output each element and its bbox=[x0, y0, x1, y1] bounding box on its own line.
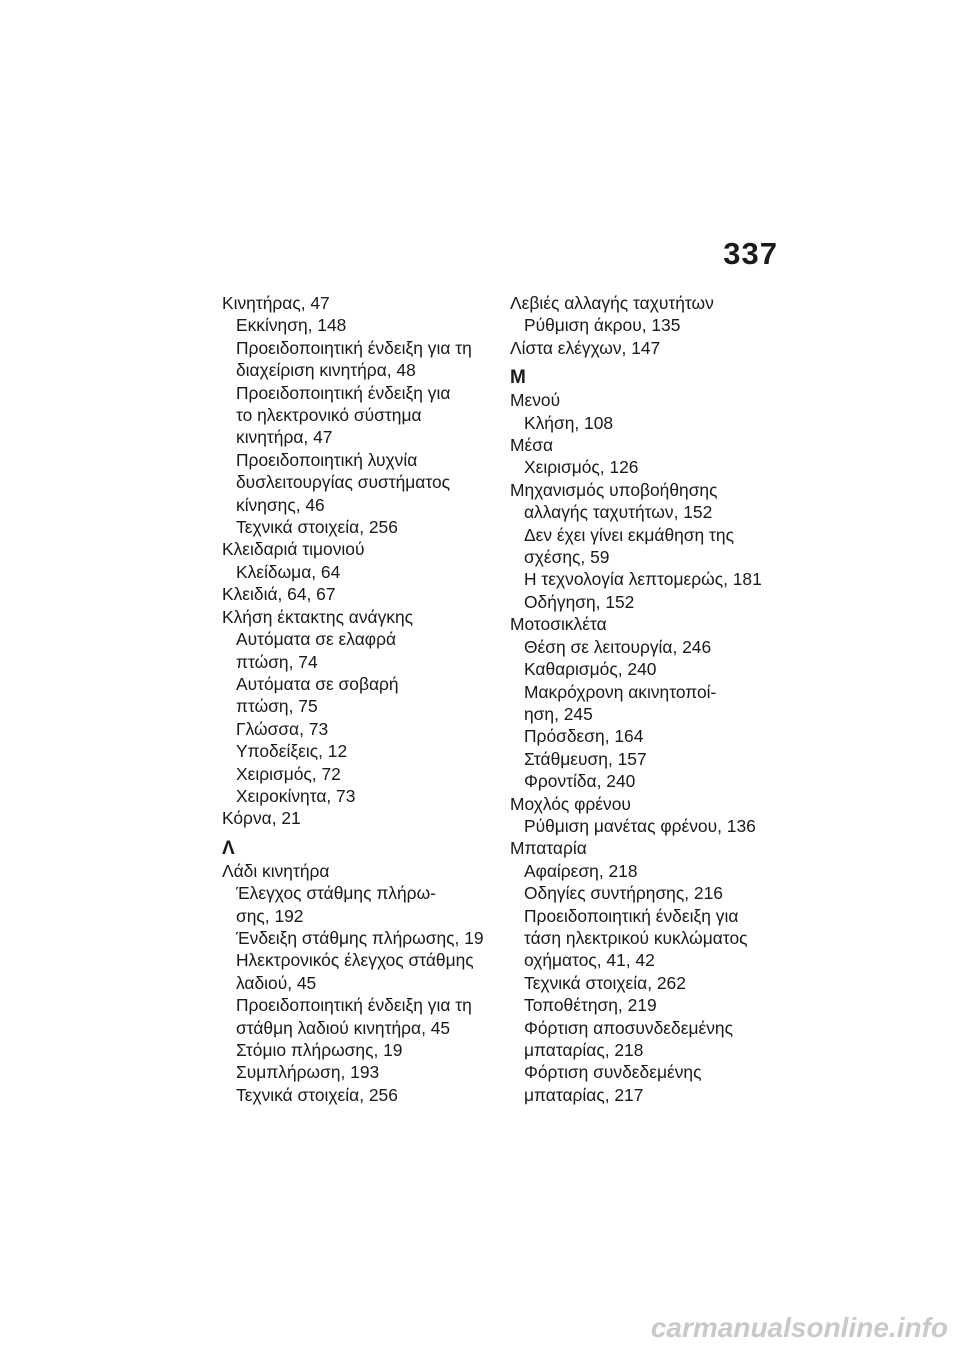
index-subentry: Καθαρισμός, 240 bbox=[524, 659, 657, 680]
index-subentry: Κλήση, 108 bbox=[524, 412, 614, 433]
index-subentry: Φόρτιση συνδεδεμένης bbox=[524, 1062, 702, 1083]
index-subentry: το ηλεκτρονικό σύστημα bbox=[236, 405, 422, 426]
section-letter: Λ bbox=[222, 837, 235, 859]
index-subentry: Στόμιο πλήρωσης, 19 bbox=[236, 1040, 403, 1060]
index-subentry: Χειρισμός, 72 bbox=[236, 763, 341, 784]
index-subentry: Δεν έχει γίνει εκμάθηση της bbox=[524, 524, 734, 545]
index-subentry: Τοποθέτηση, 219 bbox=[524, 995, 657, 1016]
page-number: 337 bbox=[723, 236, 778, 271]
index-entry: Μενού bbox=[510, 390, 561, 411]
index-subentry: Εκκίνηση, 148 bbox=[236, 315, 347, 336]
index-subentry: Αφαίρεση, 218 bbox=[524, 860, 638, 881]
index-subentry: μπαταρίας, 218 bbox=[524, 1040, 644, 1060]
index-column-right bbox=[510, 292, 782, 1106]
index-entry: Λεβιές αλλαγής ταχυτήτων bbox=[510, 293, 714, 313]
index-subentry: Χειρισμός, 126 bbox=[524, 457, 639, 478]
index-column-left bbox=[222, 292, 494, 1106]
index-subentry: Υποδείξεις, 12 bbox=[236, 741, 348, 762]
index-subentry: Προειδοποιητική ένδειξη για τη bbox=[236, 995, 472, 1016]
index-subentry: Ένδειξη στάθμης πλήρωσης, 19 bbox=[236, 927, 484, 948]
index-entry: Μοτοσικλέτα bbox=[510, 614, 607, 635]
section-letter: Μ bbox=[510, 367, 526, 389]
index-subentry: Οδηγίες συντήρησης, 216 bbox=[524, 883, 723, 904]
index-subentry: αλλαγής ταχυτήτων, 152 bbox=[524, 502, 713, 523]
index-subentry: Στάθμευση, 157 bbox=[524, 748, 647, 769]
index-subentry: Θέση σε λειτουργία, 246 bbox=[524, 636, 712, 657]
index-subentry: Προειδοποιητική ένδειξη για bbox=[524, 905, 739, 926]
index-subentry: Τεχνικά στοιχεία, 256 bbox=[236, 1084, 398, 1105]
index-subentry: Ρύθμιση άκρου, 135 bbox=[524, 315, 681, 336]
index-subentry: Γλώσσα, 73 bbox=[236, 718, 329, 739]
index-entry: Λάδι κινητήρα bbox=[222, 860, 330, 881]
index-subentry: ηση, 245 bbox=[524, 703, 593, 724]
index-subentry: Η τεχνολογία λεπτομερώς, 181 bbox=[524, 569, 762, 590]
index-subentry: Φόρτιση αποσυνδεδεμένης bbox=[524, 1017, 733, 1038]
index-entry: Λίστα ελέγχων, 147 bbox=[510, 337, 661, 358]
index-subentry: Μακρόχρονη ακινητοποί- bbox=[524, 681, 717, 702]
index-entry: Κόρνα, 21 bbox=[222, 808, 301, 829]
index-subentry: πτώση, 75 bbox=[236, 696, 318, 717]
index-entry: Κλειδαριά τιμονιού bbox=[222, 539, 365, 560]
index-entry: Κλειδιά, 64, 67 bbox=[222, 584, 336, 605]
index-subentry: οχήματος, 41, 42 bbox=[524, 950, 655, 971]
index-subentry: Προειδοποιητική ένδειξη για bbox=[236, 382, 451, 403]
index-subentry: Αυτόματα σε σοβαρή bbox=[236, 673, 399, 694]
index-subentry: Φροντίδα, 240 bbox=[524, 771, 636, 792]
index-subentry: στάθμη λαδιού κινητήρα, 45 bbox=[236, 1017, 451, 1038]
index-subentry: Έλεγχος στάθμης πλήρω- bbox=[236, 883, 436, 904]
index-subentry: μπαταρίας, 217 bbox=[524, 1084, 644, 1105]
index-subentry: Χειροκίνητα, 73 bbox=[236, 785, 356, 806]
index-entry: Μηχανισμός υποβοήθησης bbox=[510, 479, 718, 500]
watermark: carmanualsonline.info bbox=[650, 1312, 948, 1343]
index-entry: Μοχλός φρένου bbox=[510, 793, 631, 814]
index-entry: Κινητήρας, 47 bbox=[222, 293, 330, 313]
index-subentry: Πρόσδεση, 164 bbox=[524, 726, 644, 747]
index-subentry: Προειδοποιητική λυχνία bbox=[236, 449, 418, 470]
index-subentry: τάση ηλεκτρικού κυκλώματος bbox=[524, 927, 748, 948]
index-subentry: Αυτόματα σε ελαφρά bbox=[236, 629, 397, 650]
index-subentry: σχέσης, 59 bbox=[524, 547, 610, 568]
index-subentry: Ρύθμιση μανέτας φρένου, 136 bbox=[524, 815, 756, 836]
index-subentry: Τεχνικά στοιχεία, 256 bbox=[236, 517, 398, 538]
index-subentry: Τεχνικά στοιχεία, 262 bbox=[524, 972, 686, 993]
index-subentry: Οδήγηση, 152 bbox=[524, 591, 635, 612]
index-subentry: πτώση, 74 bbox=[236, 651, 318, 672]
index-subentry: λαδιού, 45 bbox=[236, 972, 317, 993]
index-subentry: Προειδοποιητική ένδειξη για τη bbox=[236, 337, 472, 358]
index-subentry: δυσλειτουργίας συστήματος bbox=[236, 472, 451, 493]
index-entry: Μπαταρία bbox=[510, 838, 587, 859]
index-entry: Μέσα bbox=[510, 435, 554, 456]
index-subentry: Κλείδωμα, 64 bbox=[236, 561, 341, 582]
index-entry: Κλήση έκτακτης ανάγκης bbox=[222, 606, 414, 627]
index-subentry: κίνησης, 46 bbox=[236, 494, 325, 515]
index-subentry: κινητήρα, 47 bbox=[236, 427, 333, 448]
index-subentry: Συμπλήρωση, 193 bbox=[236, 1062, 380, 1083]
index-subentry: διαχείριση κινητήρα, 48 bbox=[236, 360, 416, 381]
index-subentry: Ηλεκτρονικός έλεγχος στάθμης bbox=[236, 950, 474, 971]
index-subentry: σης, 192 bbox=[236, 905, 304, 926]
